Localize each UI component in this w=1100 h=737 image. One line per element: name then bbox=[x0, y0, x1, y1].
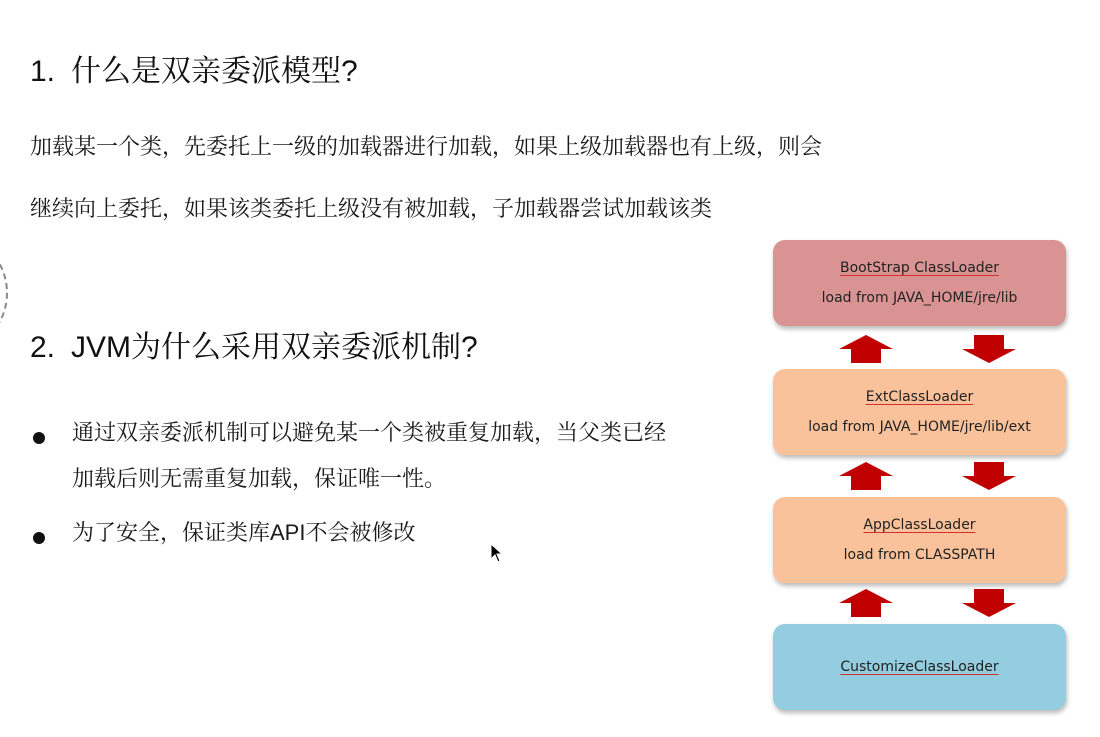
heading-text: 什么是双亲委派模型? bbox=[71, 55, 358, 88]
loader-path: load from JAVA_HOME/jre/lib/ext bbox=[808, 419, 1031, 435]
loader-name: ExtClassLoader bbox=[865, 389, 974, 405]
bullet-dot-icon bbox=[33, 532, 45, 544]
bullet-item-avoid-duplicate-loading bbox=[30, 418, 666, 510]
heading-what-is-parent-delegation bbox=[30, 46, 358, 90]
load-down-arrow-icon bbox=[961, 334, 1017, 364]
bullet-item-security bbox=[30, 518, 666, 548]
loader-name: CustomizeClassLoader bbox=[840, 659, 999, 675]
loader-path: load from CLASSPATH bbox=[843, 547, 996, 563]
mouse-pointer-icon bbox=[490, 543, 504, 563]
paragraph-line-2: 继续向上委托，如果该类委托上级没有被加载，子加载器尝试加载该类 bbox=[30, 196, 713, 221]
reasons-list bbox=[30, 418, 666, 548]
paragraph-line-1: 加载某一个类，先委托上一级的加载器进行加载，如果上级加载器也有上级，则会 bbox=[30, 134, 823, 159]
bullet-text-line: 为了安全，保证类库API不会被修改 bbox=[72, 520, 416, 545]
customize-classloader-box bbox=[773, 624, 1066, 710]
heading-why-jvm-uses-delegation bbox=[30, 322, 478, 366]
heading-number: 2. bbox=[30, 331, 56, 364]
load-down-arrow-icon bbox=[961, 461, 1017, 491]
heading-number: 1. bbox=[30, 55, 56, 88]
delegate-up-arrow-icon bbox=[838, 334, 894, 364]
delegate-up-arrow-icon bbox=[838, 588, 894, 618]
heading-text: JVM为什么采用双亲委派机制? bbox=[71, 331, 478, 364]
loader-name: BootStrap ClassLoader bbox=[839, 260, 1000, 276]
dashed-arc-decoration bbox=[0, 238, 8, 348]
bullet-dot-icon bbox=[33, 432, 45, 444]
app-classloader-box bbox=[773, 497, 1066, 583]
bullet-text-line: 加载后则无需重复加载，保证唯一性。 bbox=[72, 466, 447, 491]
bullet-text-line: 通过双亲委派机制可以避免某一个类被重复加载，当父类已经 bbox=[72, 420, 667, 445]
loader-path: load from JAVA_HOME/jre/lib bbox=[821, 290, 1018, 306]
ext-classloader-box bbox=[773, 369, 1066, 455]
bootstrap-classloader-box bbox=[773, 240, 1066, 326]
load-down-arrow-icon bbox=[961, 588, 1017, 618]
delegate-up-arrow-icon bbox=[838, 461, 894, 491]
loader-name: AppClassLoader bbox=[863, 517, 976, 533]
